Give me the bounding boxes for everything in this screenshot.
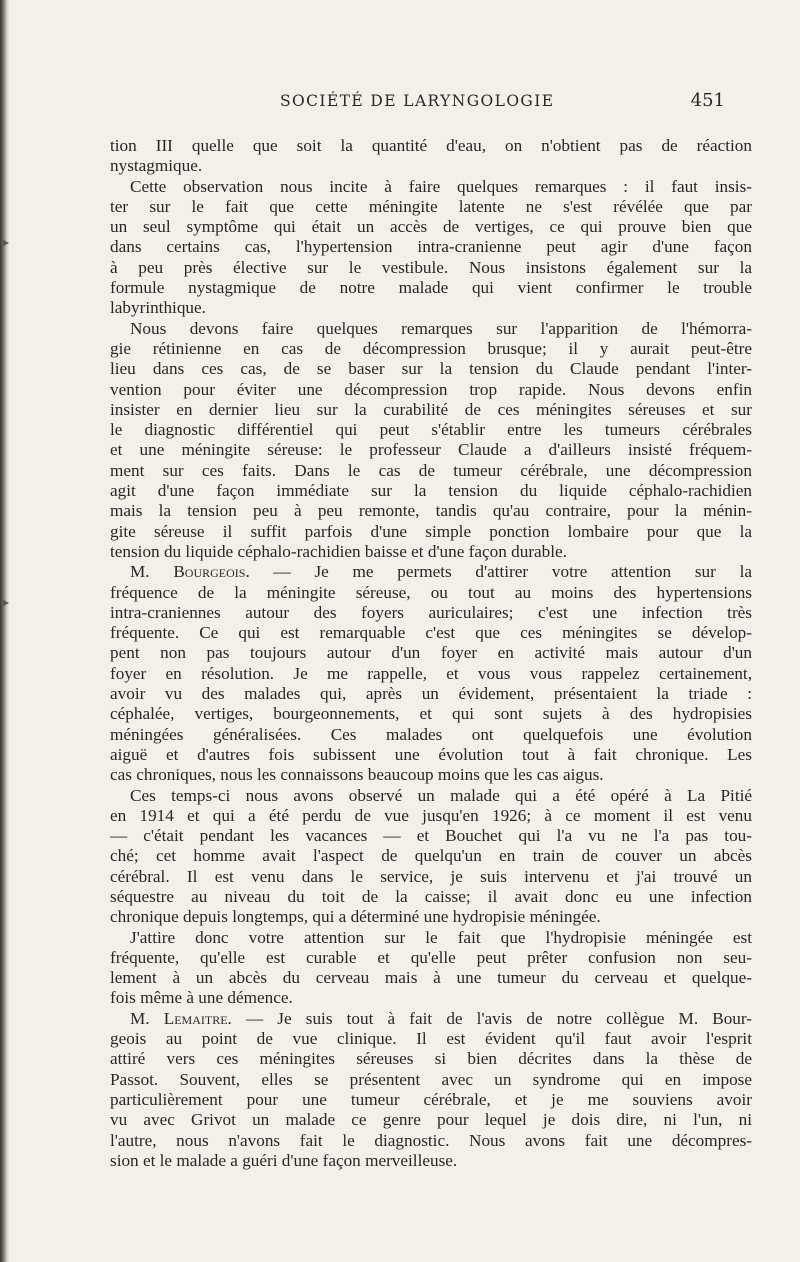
line-text: chronique depuis longtemps, qui a déterminé une hydropisie méningée. <box>110 907 601 927</box>
text-line <box>110 1131 752 1151</box>
line-text: — c'était pendant les vacances — et Bouchet qui l'a vu ne l'a pas tou- <box>110 826 752 846</box>
line-text: vu avec Grivot un malade ce genre pour lequel je dois dire, ni l'un, ni <box>110 1110 752 1130</box>
line-text: Ces temps-ci nous avons observé un malade qui a été opéré à La Pitié <box>130 785 752 805</box>
text-line <box>110 786 752 806</box>
text-line <box>110 948 752 968</box>
line-text: tension du liquide céphalo-rachidien baisse et d'une façon durable. <box>110 541 567 561</box>
line-text: formule nystagmique de notre malade qui vient confirmer le trouble <box>110 278 752 298</box>
text-line <box>110 846 752 866</box>
text-line <box>110 258 752 278</box>
text-line <box>110 806 752 826</box>
line-text: lieu dans ces cas, de se baser sur la tension du Claude pendant l'inter- <box>110 359 752 379</box>
page-binding-edge <box>0 0 10 1262</box>
line-text: fréquente, qu'elle est curable et qu'elle peut prêter confusion non seu- <box>110 947 752 967</box>
line-text: fréquente. Ce qui est remarquable c'est que ces méningites se dévelop- <box>110 623 752 643</box>
text-line <box>110 522 752 542</box>
speaker-name: M. Lemaitre. <box>130 1008 232 1028</box>
line-text: mais la tension peu à peu remonte, tandis qu'au contraire, pour la ménin- <box>110 501 752 521</box>
page-number: 451 <box>690 90 725 111</box>
line-text: aiguë et d'autres fois subissent une évolution tout à fait chronique. Les <box>110 744 752 764</box>
line-text: gie rétinienne en cas de décompression brusque; il y aurait peut-être <box>110 338 752 358</box>
text-line <box>110 988 752 1008</box>
running-head: SOCIÉTÉ DE LARYNGOLOGIE <box>280 92 555 110</box>
text-line <box>110 278 752 298</box>
line-text: et une méningite séreuse: le professeur Claude a d'ailleurs insisté fréquem- <box>110 440 752 460</box>
line-text: à peu près élective sur le vestibule. Nous insistons également sur la <box>110 257 752 277</box>
text-line <box>110 501 752 521</box>
text-line <box>110 603 752 623</box>
line-text: foyer en résolution. Je me rappelle, et vous vous rappelez certainement, <box>110 663 752 683</box>
text-line <box>110 440 752 460</box>
text-line <box>110 1151 752 1171</box>
text-line <box>110 867 752 887</box>
text-line <box>110 1110 752 1130</box>
text-line <box>110 177 752 197</box>
line-text: attiré vers ces méningites séreuses si bien décrites dans la thèse de <box>110 1049 752 1069</box>
text-line <box>110 420 752 440</box>
text-line <box>110 765 752 785</box>
line-text: lement à un abcès du cerveau mais à une tumeur du cerveau et quelque- <box>110 968 752 988</box>
line-text: intra-craniennes autour des foyers auriculaires; c'est une infection très <box>110 602 752 622</box>
text-line <box>110 197 752 217</box>
line-text: — Je me permets d'attirer votre attention sur la <box>249 562 752 582</box>
text-line <box>110 217 752 237</box>
line-text: cas chroniques, nous les connaissons beaucoup moins que les cas aigus. <box>110 765 604 785</box>
line-text: fréquence de la méningite séreuse, ou tout au moins des hypertensions <box>110 582 752 602</box>
text-line <box>110 400 752 420</box>
text-line <box>110 583 752 603</box>
text-line <box>110 1090 752 1110</box>
line-text: pent non pas toujours autour d'un foyer en activité mais autour d'un <box>110 643 752 663</box>
text-line <box>110 623 752 643</box>
text-line <box>110 319 752 339</box>
line-text: tion III quelle que soit la quantité d'eau, on n'obtient pas de réaction <box>110 136 752 155</box>
text-line <box>110 156 752 176</box>
body-text <box>110 136 752 1171</box>
line-text: — Je suis tout à fait de l'avis de notre collègue M. Bour- <box>231 1008 752 1028</box>
text-line <box>110 1009 752 1029</box>
text-line <box>110 928 752 948</box>
margin-mark <box>3 600 9 606</box>
line-text: agit d'une façon immédiate sur la tension du liquide céphalo-rachidien <box>110 481 752 501</box>
text-line <box>110 968 752 988</box>
text-line <box>110 380 752 400</box>
line-text: méningées généralisées. Ces malades ont quelquefois une évolution <box>110 724 752 744</box>
text-line <box>110 359 752 379</box>
text-line <box>110 643 752 663</box>
text-line <box>110 664 752 684</box>
line-text: ment sur ces faits. Dans le cas de tumeur cérébrale, une décompression <box>110 460 752 480</box>
line-text: nystagmique. <box>110 156 203 176</box>
line-text: particulièrement pour une tumeur cérébrale, et je me souviens avoir <box>110 1089 752 1109</box>
line-text: Nous devons faire quelques remarques sur l'apparition de l'hémorra- <box>130 318 752 338</box>
page-header <box>280 90 725 116</box>
line-text: Cette observation nous incite à faire quelques remarques : il faut insis- <box>130 176 752 196</box>
line-text: ché; cet homme avait l'aspect de quelqu'un en train de couver un abcès <box>110 846 752 866</box>
line-text: séquestre au niveau du toit de la caisse; il avait donc eu une infection <box>110 886 752 906</box>
line-text: ter sur le fait que cette méningite latente ne s'est révélée que par <box>110 196 752 216</box>
text-line <box>110 1029 752 1049</box>
margin-mark <box>3 240 9 246</box>
text-line <box>110 542 752 562</box>
line-text: un seul symptôme qui était un accès de vertiges, ce qui prouve bien que <box>110 217 752 237</box>
line-text: sion et le malade a guéri d'une façon merveilleuse. <box>110 1150 458 1170</box>
line-text: J'attire donc votre attention sur le fait que l'hydropisie méningée est <box>130 927 752 947</box>
line-text: fois même à une démence. <box>110 988 293 1008</box>
line-text: en 1914 et qui a été perdu de vue jusqu'en 1926; à ce moment il est venu <box>110 805 752 825</box>
text-line <box>110 481 752 501</box>
line-text: avoir vu des malades qui, après un évidement, présentaient la triade : <box>110 684 752 704</box>
text-line <box>110 461 752 481</box>
line-text: céphalée, vertiges, bourgeonnements, et qui sont sujets à des hydropisies <box>110 704 752 724</box>
line-text: Passot. Souvent, elles se présentent avec un syndrome qui en impose <box>110 1069 752 1089</box>
text-line <box>110 684 752 704</box>
line-text: le diagnostic différentiel qui peut s'établir entre les tumeurs cérébrales <box>110 420 752 440</box>
line-text: insister en dernier lieu sur la curabilité de ces méningites séreuses et sur <box>110 399 752 419</box>
line-text: cérébral. Il est venu dans le service, je suis intervenu et j'ai trouvé un <box>110 866 752 886</box>
line-text: dans certains cas, l'hypertension intra-cranienne peut agir d'une façon <box>110 237 752 257</box>
text-line <box>110 725 752 745</box>
text-line <box>110 339 752 359</box>
text-line <box>110 745 752 765</box>
text-line <box>110 1070 752 1090</box>
line-text: geois au point de vue clinique. Il est évident qu'il faut avoir l'esprit <box>110 1029 752 1049</box>
line-text: gite séreuse il suffit parfois d'une simple ponction lombaire pour que la <box>110 521 752 541</box>
text-line <box>110 298 752 318</box>
line-text: vention pour éviter une décompression trop rapide. Nous devons enfin <box>110 379 752 399</box>
text-line <box>110 237 752 257</box>
line-text: labyrinthique. <box>110 298 206 318</box>
text-line <box>110 887 752 907</box>
text-line <box>110 562 752 582</box>
text-line <box>110 907 752 927</box>
text-line <box>110 826 752 846</box>
text-line <box>110 136 752 156</box>
line-text: l'autre, nous n'avons fait le diagnostic. Nous avons fait une décompres- <box>110 1130 752 1150</box>
text-line <box>110 704 752 724</box>
speaker-name: M. Bourgeois. <box>130 562 250 582</box>
text-line <box>110 1049 752 1069</box>
